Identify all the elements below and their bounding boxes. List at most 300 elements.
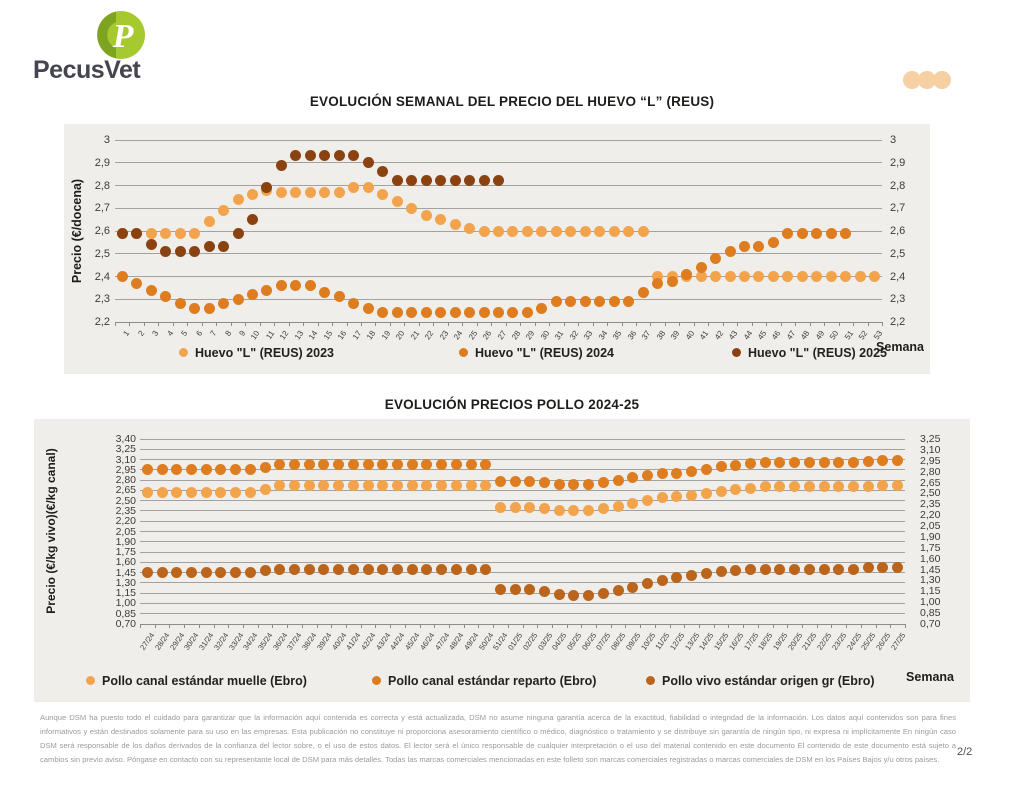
axis-tick [567, 624, 568, 628]
y-tick-label: 1,45 [115, 566, 136, 579]
x-tick-label: 35 [611, 329, 624, 342]
data-point [493, 226, 504, 237]
y-tick-label: 2,4 [890, 270, 906, 283]
data-point [218, 241, 229, 252]
y-tick-label: 1,00 [920, 596, 941, 609]
data-point [826, 228, 837, 239]
data-point [797, 228, 808, 239]
data-point [290, 280, 301, 291]
data-point [753, 241, 764, 252]
legend-label: Huevo "L" (REUS) 2024 [475, 346, 614, 360]
x-tick-label: 40/24 [329, 631, 348, 652]
x-tick-label: 07/25 [594, 631, 613, 652]
x-tick-label: 52 [857, 329, 870, 342]
y-tick-label: 1,45 [920, 563, 941, 576]
x-tick-label: 20/25 [785, 631, 805, 652]
data-point [819, 457, 830, 468]
egg-plot-area [115, 140, 885, 342]
x-tick-label: 26/25 [874, 631, 893, 652]
gridline [140, 449, 905, 450]
data-point [863, 481, 874, 492]
data-point [333, 459, 344, 470]
data-point [233, 194, 244, 205]
data-point [348, 150, 359, 161]
data-point [710, 271, 721, 282]
x-tick-label: 3 [150, 329, 161, 338]
data-point [739, 241, 750, 252]
axis-tick [216, 322, 217, 326]
x-tick-label: 32 [567, 329, 581, 342]
gridline [115, 276, 882, 277]
data-point [377, 189, 388, 200]
axis-tick [766, 322, 767, 326]
axis-tick [684, 624, 685, 628]
data-point [363, 459, 374, 470]
data-point [642, 495, 653, 506]
data-point [201, 487, 212, 498]
x-tick-label: 25/25 [859, 631, 878, 652]
y-tick-label: 2,9 [94, 156, 110, 169]
x-tick-label: 27/24 [138, 631, 157, 652]
legend-item [86, 674, 307, 688]
data-point [811, 228, 822, 239]
data-point [565, 226, 576, 237]
axis-tick [549, 322, 550, 326]
axis-tick [868, 322, 869, 326]
data-point [450, 307, 461, 318]
y-tick-label: 2,6 [890, 225, 906, 237]
data-point [260, 462, 271, 473]
data-point [435, 307, 446, 318]
data-point [539, 477, 550, 488]
data-point [833, 457, 844, 468]
axis-tick [846, 624, 847, 628]
data-point [334, 150, 345, 161]
gridline [140, 541, 905, 542]
y-tick-label: 1,15 [920, 585, 941, 598]
data-point [201, 567, 212, 578]
axis-tick [144, 322, 145, 326]
data-point [811, 271, 822, 282]
x-tick-label: 44/24 [388, 631, 407, 652]
axis-tick [158, 322, 159, 326]
pollo-y-axis-labels-right [920, 433, 964, 630]
data-point [568, 505, 579, 516]
data-point [892, 562, 903, 573]
data-point [716, 486, 727, 497]
y-tick-label: 2,2 [94, 316, 110, 328]
data-point [407, 480, 418, 491]
x-tick-label: 31 [553, 329, 566, 342]
data-point [686, 570, 697, 581]
data-point [290, 150, 301, 161]
x-tick-label: 24/25 [844, 631, 863, 652]
data-point [774, 457, 785, 468]
y-tick-label: 2,4 [94, 270, 110, 283]
data-point [510, 476, 521, 487]
data-point [725, 246, 736, 257]
brand-block [30, 8, 240, 94]
x-tick-label: 19/25 [771, 631, 790, 652]
data-point [466, 459, 477, 470]
y-tick-label: 2,7 [890, 202, 906, 215]
axis-tick [202, 322, 203, 326]
axis-tick [361, 322, 362, 326]
y-tick-label: 2,35 [920, 498, 941, 511]
axis-tick [537, 624, 538, 628]
axis-tick [390, 322, 391, 326]
legend-dot-icon [732, 348, 741, 357]
x-tick-label: 44 [741, 329, 754, 342]
data-point [305, 150, 316, 161]
pollo-chart-title: EVOLUCIÓN PRECIOS POLLO 2024-25 [384, 397, 640, 412]
axis-tick [433, 322, 434, 326]
x-tick-label: 30 [538, 329, 552, 342]
data-point [840, 271, 851, 282]
data-point [493, 307, 504, 318]
data-point [204, 216, 215, 227]
axis-tick [477, 322, 478, 326]
data-point [613, 501, 624, 512]
legend-item [459, 346, 614, 360]
y-tick-label: 3,10 [115, 453, 136, 466]
data-point [245, 487, 256, 498]
data-point [464, 223, 475, 234]
data-point [377, 166, 388, 177]
x-tick-label: 23 [437, 329, 450, 342]
data-point [247, 189, 258, 200]
data-point [117, 271, 128, 282]
gridline [140, 439, 905, 440]
data-point [319, 287, 330, 298]
legend-label: Pollo vivo estándar origen gr (Ebro) [662, 674, 875, 688]
x-tick-label: 45 [755, 329, 769, 342]
data-point [638, 226, 649, 237]
data-point [436, 564, 447, 575]
data-point [848, 457, 859, 468]
data-point [826, 271, 837, 282]
data-point [304, 564, 315, 575]
data-point [363, 157, 374, 168]
y-tick-label: 1,60 [920, 552, 941, 565]
data-point [363, 303, 374, 314]
axis-tick [523, 624, 524, 628]
data-point [667, 276, 678, 287]
axis-tick [728, 624, 729, 628]
axis-tick [274, 322, 275, 326]
decorative-dots [903, 71, 963, 91]
data-point [507, 226, 518, 237]
y-tick-label: 2,9 [890, 156, 906, 169]
gridline [115, 253, 882, 254]
x-tick-label: 01/25 [506, 631, 525, 652]
data-point [189, 228, 200, 239]
axis-tick [187, 322, 188, 326]
data-point [768, 237, 779, 248]
data-point [580, 226, 591, 237]
x-tick-label: 38/24 [300, 631, 319, 652]
data-point [745, 458, 756, 469]
legend-item [372, 674, 596, 688]
data-point [451, 459, 462, 470]
axis-tick [404, 322, 405, 326]
data-point [833, 564, 844, 575]
y-tick-label: 0,70 [920, 618, 941, 630]
data-point [319, 150, 330, 161]
data-point [117, 228, 128, 239]
x-tick-label: 53 [871, 329, 885, 342]
data-point [594, 226, 605, 237]
legend-label: Huevo "L" (REUS) 2023 [195, 346, 334, 360]
gridline [115, 162, 882, 163]
x-tick-label: 16/25 [726, 631, 746, 652]
data-point [671, 468, 682, 479]
x-tick-label: 37 [640, 329, 653, 342]
x-tick-label: 25 [466, 329, 479, 342]
axis-tick [607, 322, 608, 326]
axis-tick [260, 322, 261, 326]
data-point [863, 456, 874, 467]
x-tick-label: 33/24 [226, 631, 245, 652]
data-point [276, 160, 287, 171]
data-point [536, 226, 547, 237]
data-point [175, 246, 186, 257]
axis-tick [332, 322, 333, 326]
data-point [289, 480, 300, 491]
data-point [627, 472, 638, 483]
data-point [583, 505, 594, 516]
data-point [377, 459, 388, 470]
x-tick-label: 35/24 [256, 631, 275, 652]
egg-y-axis-title: Precio (€/docena) [70, 178, 84, 284]
axis-tick [520, 322, 521, 326]
axis-tick [679, 322, 680, 326]
x-tick-label: 39/24 [314, 631, 334, 652]
x-tick-label: 42/24 [359, 631, 378, 652]
axis-tick [655, 624, 656, 628]
y-tick-label: 2,65 [115, 484, 136, 497]
axis-tick [737, 322, 738, 326]
axis-tick [699, 624, 700, 628]
x-tick-label: 13 [292, 329, 306, 342]
data-point [305, 280, 316, 291]
axis-tick [390, 624, 391, 628]
data-point [782, 228, 793, 239]
gridline [140, 613, 905, 614]
data-point [657, 575, 668, 586]
x-tick-label: 09/25 [623, 631, 643, 652]
x-tick-label: 49 [813, 329, 827, 342]
axis-tick [876, 624, 877, 628]
data-point [233, 294, 244, 305]
data-point [171, 567, 182, 578]
x-tick-label: 17 [350, 329, 364, 342]
data-point [598, 503, 609, 514]
pecusvet-logo-icon [96, 10, 146, 60]
axis-tick [155, 624, 156, 628]
y-tick-label: 1,90 [115, 535, 136, 548]
legend-dot-icon [646, 676, 655, 685]
y-tick-label: 2,8 [890, 179, 906, 192]
x-tick-label: 11 [264, 329, 277, 341]
axis-tick [169, 624, 170, 628]
axis-tick [802, 624, 803, 628]
data-point [305, 187, 316, 198]
axis-tick [449, 624, 450, 628]
pollo-price-chart [34, 419, 970, 702]
egg-chart-legend [64, 344, 930, 368]
axis-tick [347, 322, 348, 326]
y-tick-label: 3,40 [115, 433, 136, 445]
axis-tick [787, 624, 788, 628]
data-point [289, 459, 300, 470]
data-point [480, 564, 491, 575]
gridline [140, 510, 905, 511]
x-tick-label: 22/25 [815, 631, 834, 652]
data-point [407, 459, 418, 470]
data-point [289, 564, 300, 575]
data-point [142, 464, 153, 475]
axis-tick [199, 624, 200, 628]
data-point [598, 588, 609, 599]
data-point [804, 457, 815, 468]
y-tick-label: 2,95 [115, 463, 136, 476]
axis-tick [140, 624, 141, 628]
axis-tick [361, 624, 362, 628]
data-point [745, 483, 756, 494]
data-point [716, 566, 727, 577]
data-point [318, 459, 329, 470]
data-point [274, 564, 285, 575]
data-point [696, 262, 707, 273]
disclaimer-text: Aunque DSM ha puesto todo el cuidado para garantizar que la información aquí contenida es correcta y está actualizada, DSM no asume ninguna garantía acerca de la exactitud, fiabilidad o integridad de la información. Los datos aquí contenidos son para fines informativos y están destinados solamente para su uso en las empresas. Esta publicación no constituye ni proporciona asesoramiento científico o médico, diagnóstico o tratamiento y se distribuye sin garantía de ningún tipo, ni expresa ni implícitamente En ningún caso DSM será responsable de los daños derivados de la confianza del lector sobre, o el uso de estos datos. El lector será el único responsable de cualquier interpretación o el uso del material contenido en este documento El contenido de este documento está sujeto a cambios sin previo aviso. Póngase en contacto con su representante local de DSM para más detalles. Todas las marcas comerciales mencionadas en este folleto son marcas comerciales registradas o marcas comerciales de DSM en los Países Bajos y/u otros países. [40, 713, 956, 765]
data-point [464, 307, 475, 318]
x-tick-label: 13/25 [682, 631, 702, 652]
x-tick-label: 08/25 [609, 631, 628, 652]
data-point [175, 228, 186, 239]
x-tick-label: 41/24 [344, 631, 363, 652]
axis-tick [824, 322, 825, 326]
data-point [848, 564, 859, 575]
axis-tick [115, 322, 116, 326]
axis-tick [831, 624, 832, 628]
data-point [869, 271, 880, 282]
data-point [304, 480, 315, 491]
pollo-chart-legend [34, 672, 970, 696]
x-tick-label: 2 [136, 329, 147, 338]
data-point [142, 487, 153, 498]
axis-tick [853, 322, 854, 326]
y-tick-label: 3 [890, 134, 897, 146]
x-tick-label: 14/25 [697, 631, 716, 652]
axis-tick [231, 322, 232, 326]
data-point [510, 502, 521, 513]
data-point [215, 464, 226, 475]
data-point [157, 487, 168, 498]
axis-tick [228, 624, 229, 628]
data-point [189, 303, 200, 314]
x-tick-label: 50 [828, 329, 841, 342]
data-point [450, 219, 461, 230]
data-point [840, 228, 851, 239]
x-tick-label: 12/25 [668, 631, 687, 652]
data-point [701, 568, 712, 579]
data-point [274, 459, 285, 470]
y-tick-label: 1,30 [920, 574, 941, 587]
x-tick-label: 34 [596, 329, 610, 342]
data-point [609, 226, 620, 237]
data-point [392, 459, 403, 470]
x-tick-label: 33 [582, 329, 595, 342]
axis-tick [245, 322, 246, 326]
data-point [609, 296, 620, 307]
data-point [186, 567, 197, 578]
data-point [892, 455, 903, 466]
data-point [863, 562, 874, 573]
y-tick-label: 1,00 [115, 597, 136, 610]
data-point [760, 457, 771, 468]
y-tick-label: 0,70 [115, 618, 136, 630]
data-point [334, 291, 345, 302]
y-tick-label: 3,25 [115, 443, 136, 456]
data-point [160, 291, 171, 302]
data-point [160, 246, 171, 257]
x-tick-label: 03/25 [535, 631, 554, 652]
data-point [554, 479, 565, 490]
egg-chart-title: EVOLUCIÓN SEMANAL DEL PRECIO DEL HUEVO “L” (REUS) [309, 94, 715, 109]
x-tick-label: 16 [336, 329, 349, 342]
x-tick-label: 51 [842, 329, 856, 342]
data-point [627, 498, 638, 509]
axis-tick [625, 624, 626, 628]
data-point [392, 196, 403, 207]
data-point [189, 246, 200, 257]
data-point [522, 307, 533, 318]
data-point [701, 488, 712, 499]
pollo-x-axis-title: Semana [906, 670, 954, 684]
axis-tick [129, 322, 130, 326]
axis-tick [287, 624, 288, 628]
axis-tick [289, 322, 290, 326]
axis-tick [214, 624, 215, 628]
gridline [140, 603, 905, 604]
legend-dot-icon [86, 676, 95, 685]
data-point [406, 203, 417, 214]
x-tick-label: 23/25 [829, 631, 849, 652]
egg-y-axis-labels-right [890, 134, 926, 328]
y-tick-label: 2,5 [890, 247, 906, 260]
data-point [613, 475, 624, 486]
y-tick-label: 2,20 [115, 515, 136, 528]
axis-tick [596, 624, 597, 628]
data-point [613, 585, 624, 596]
x-tick-label: 48 [799, 329, 812, 342]
data-point [877, 562, 888, 573]
axis-tick [905, 624, 906, 628]
axis-tick [535, 322, 536, 326]
data-point [753, 271, 764, 282]
axis-tick [665, 322, 666, 326]
data-point [230, 487, 241, 498]
data-point [565, 296, 576, 307]
data-point [363, 564, 374, 575]
y-tick-label: 2,50 [920, 487, 941, 500]
x-tick-label: 21/25 [800, 631, 819, 652]
data-point [495, 502, 506, 513]
x-tick-label: 8 [222, 329, 233, 338]
egg-price-chart [64, 124, 930, 374]
data-point [218, 205, 229, 216]
